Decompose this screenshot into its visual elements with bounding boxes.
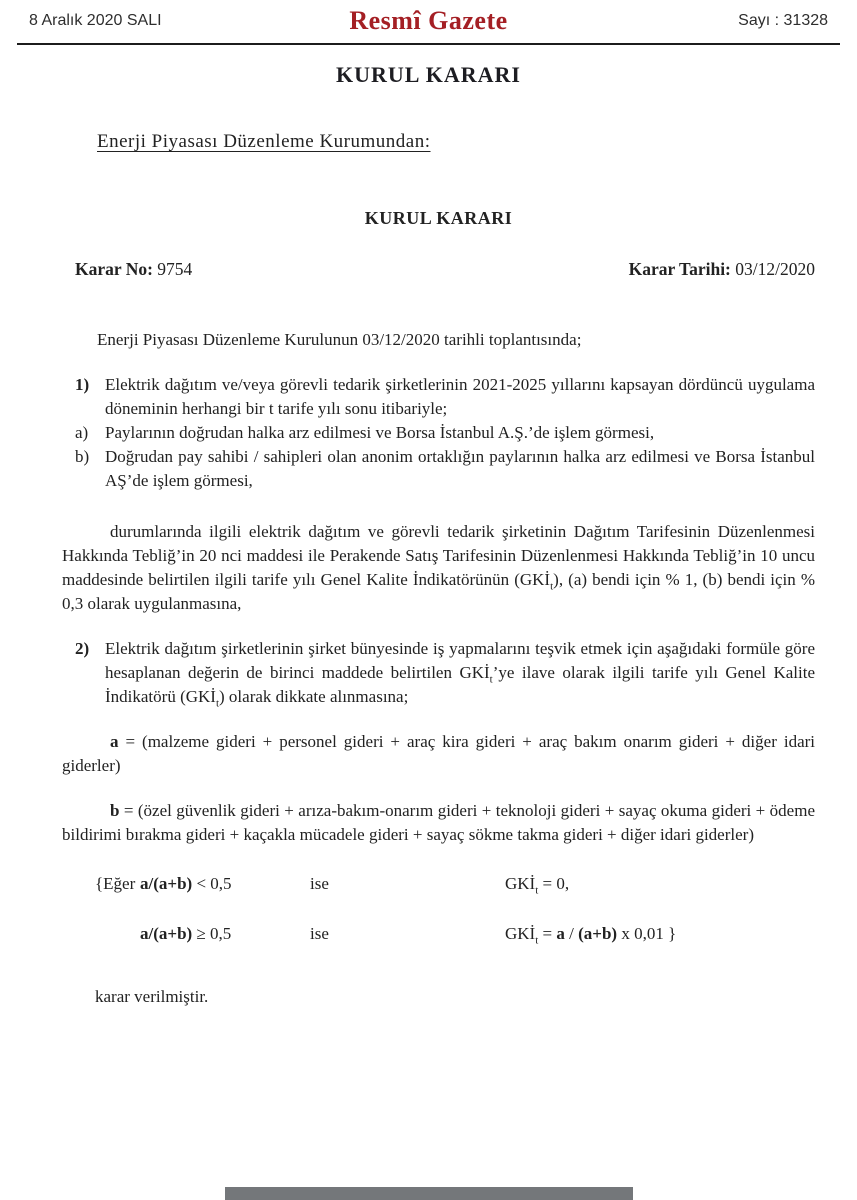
formula-open-spacer: [95, 922, 140, 946]
formula-ratio: a/(a+b): [140, 924, 193, 943]
clause-2-text: [105, 637, 815, 709]
formula-condition-2: [140, 922, 310, 946]
issuing-authority: Enerji Piyasası Düzenleme Kurumundan:: [97, 131, 431, 152]
clause-a-marker: a): [75, 423, 89, 442]
paragraph-text: ), (a) bendi için % 1, (b) bendi için % 0,3 olarak uygulanmasına,: [62, 570, 816, 613]
gki-symbol: GKİ: [505, 924, 536, 943]
masthead-date: 8 Aralık 2020 SALI: [29, 12, 162, 29]
formula-condition-1: [140, 872, 310, 896]
formula-ab-sum: (a+b): [578, 924, 618, 943]
paragraph-text: Elektrik dağıtım şirketlerinin şirket bünyesinde iş yapmalarını teşvik etmek için aşağıdaki formüle göre hesaplanan değerin de birinci maddede belirtilen GKİ: [105, 639, 815, 682]
formula-ise-2: ise: [310, 924, 329, 943]
document-body: [0, 88, 857, 1009]
formula-ratio: a/(a+b): [140, 874, 193, 893]
gki-subscript: t: [489, 673, 493, 686]
decision-date: [629, 257, 815, 281]
list-item: [62, 373, 815, 421]
clause-b-text: Doğrudan pay sahibi / sahipleri olan anonim ortaklığın paylarının halka arz edilmesi ve Borsa İstanbul AŞ’de işlem görmesi,: [105, 447, 815, 490]
formula-result-1: [505, 872, 815, 896]
clause-list: [62, 637, 815, 709]
list-item: [62, 637, 815, 709]
clause-list: [62, 373, 815, 493]
masthead-issue-number: Sayı : 31328: [738, 12, 829, 29]
definition-a: [62, 730, 815, 778]
formula-threshold: < 0,5: [192, 874, 232, 893]
formula-result-2: [505, 922, 815, 946]
intro-line: Enerji Piyasası Düzenleme Kurulunun 03/12/2020 tarihli toplantısında;: [97, 330, 582, 349]
bottom-bar-artifact: [225, 1187, 633, 1200]
formula-equals: =: [538, 924, 557, 943]
formula-row-2: [62, 922, 815, 946]
variable-b: b: [110, 801, 120, 820]
paragraph-text: ’ye ilave olarak ilgili tarife yılı Genel Kalite İndikatörü (GKİ: [105, 663, 815, 706]
variable-a: a: [556, 924, 565, 943]
list-item: [62, 421, 815, 445]
document-title: KURUL KARARI: [336, 62, 521, 87]
clause-2-marker: 2): [75, 639, 90, 658]
paragraph-text: ) olarak dikkate alınmasına;: [219, 687, 409, 706]
clause-1-marker: 1): [75, 375, 90, 394]
decision-meta: [62, 257, 815, 281]
formula-close-brace: x 0,01 }: [617, 924, 677, 943]
decision-date-label: Karar Tarihi:: [628, 259, 731, 279]
definition-b: [62, 799, 815, 847]
variable-a: a: [110, 732, 119, 751]
clause-a-text: Paylarının doğrudan halka arz edilmesi ve Borsa İstanbul A.Ş.’de işlem görmesi,: [105, 423, 655, 442]
clause-b-marker: b): [75, 447, 90, 466]
formula-open-brace: {Eğer: [95, 874, 136, 893]
decision-number-label: Karar No:: [75, 259, 153, 279]
formula-result-text: = 0,: [538, 874, 570, 893]
gki-subscript: t: [535, 934, 539, 947]
formula-threshold: ≥ 0,5: [192, 924, 232, 943]
formula-row-1: [62, 872, 815, 896]
paragraph-durumlarinda: [62, 520, 815, 616]
list-item: [62, 445, 815, 493]
closing-line: karar verilmiştir.: [95, 987, 209, 1006]
masthead: [17, 0, 840, 45]
decision-number: [75, 257, 192, 281]
decision-number-value: 9754: [157, 259, 193, 279]
gki-subscript: t: [535, 884, 539, 897]
gki-subscript: t: [550, 580, 554, 593]
gki-symbol: GKİ: [505, 874, 536, 893]
clause-1-text: Elektrik dağıtım ve/veya görevli tedarik şirketlerinin 2021-2025 yıllarını kapsayan dördüncü uygulama döneminin herhangi bir t tarife yılı sonu itibariyle;: [105, 375, 815, 418]
formula-slash: /: [564, 924, 579, 943]
formula-ise-1: ise: [310, 874, 329, 893]
masthead-brand: Resmî Gazete: [349, 6, 508, 35]
paragraph-text: durumlarında ilgili elektrik dağıtım ve görevli tedarik şirketinin Dağıtım Tarifesinin Düzenlenmesi Hakkında Tebliğ’in 20 nci maddesi ile Perakende Satış Tarifesinin Düzenlenmesi Hakkında Tebliğ’in 10 uncu maddesinde belirtilen ilgili tarife yılı Genel Kalite İndikatörünün (GKİ: [62, 522, 815, 589]
definition-a-text: = (malzeme gideri + personel gideri + araç kira gideri + araç bakım onarım gideri + diğer idari giderler): [62, 732, 815, 775]
gki-subscript: t: [215, 697, 220, 710]
definition-b-text: = (özel güvenlik gideri + arıza-bakım-onarım gideri + teknoloji gideri + sayaç okuma gideri + ödeme bildirimi bırakma gideri + kaçakla mücadele gideri + sayaç sökme takma gideri + diğer idari giderler): [62, 801, 815, 844]
decision-date-value: 03/12/2020: [735, 259, 815, 279]
section-title: KURUL KARARI: [364, 208, 513, 228]
